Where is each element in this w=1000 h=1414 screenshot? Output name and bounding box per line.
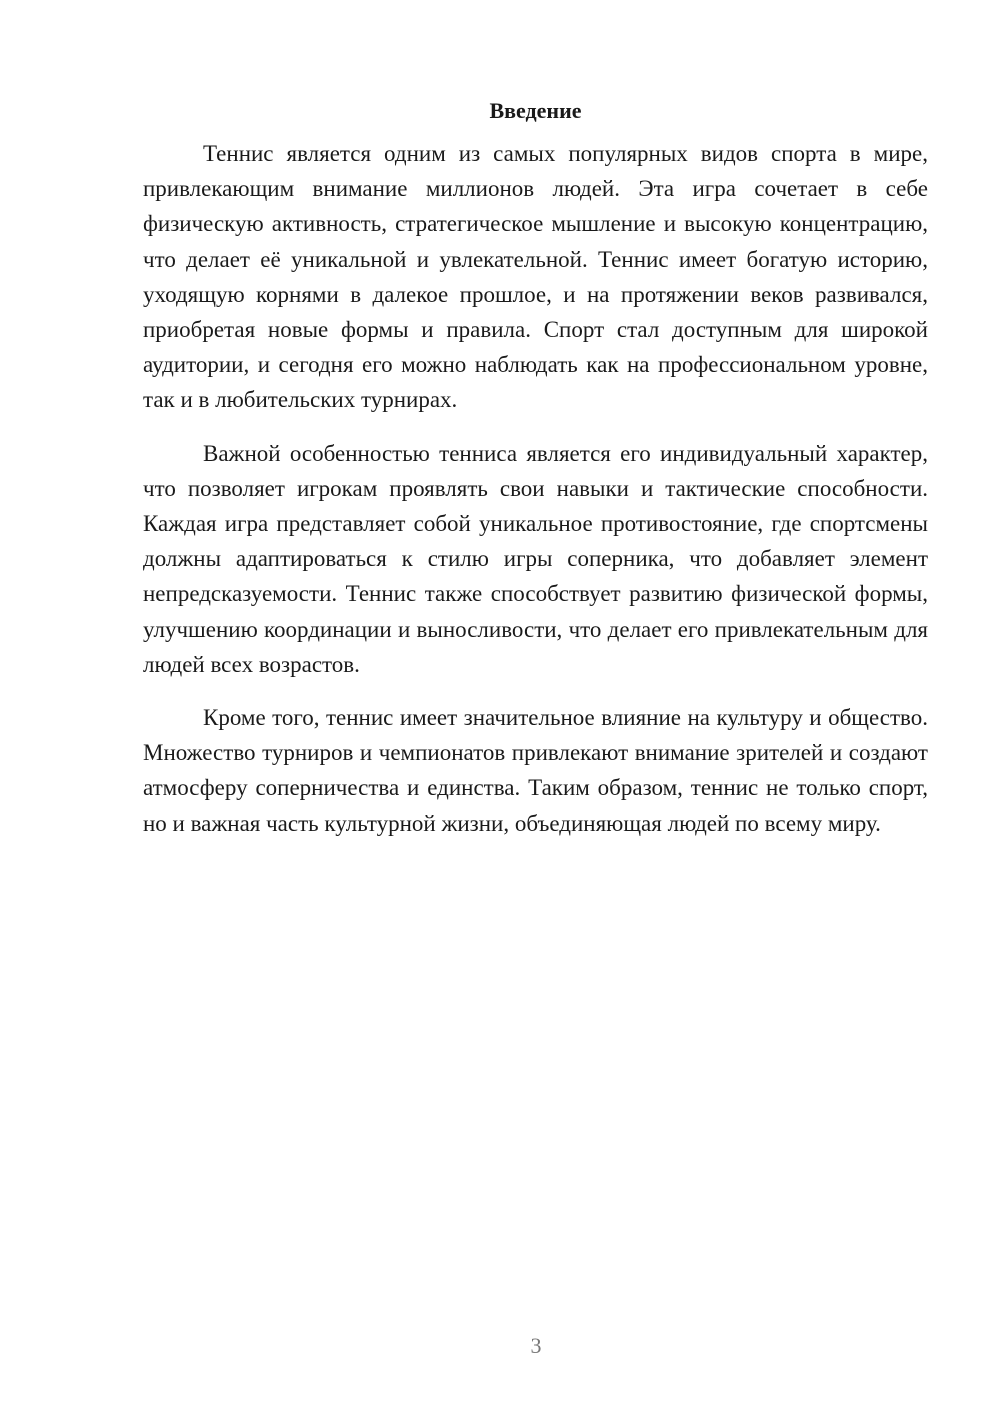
section-heading: Введение [489, 98, 582, 123]
paragraph-2: Важной особенностью тенниса является его индивидуальный характер, что позволяет игрокам проявлять свои навыки и тактические способности. Каждая игра представляет собой уникальное противостояние, где спортсмены должны адаптироваться к стилю игры соперника, что добавляет элемент непредсказуемости. Теннис также способствует развитию физической формы, улучшению координации и выносливости, что делает его привлекательным для людей всех возрастов. [143, 440, 928, 677]
paragraph-3: Кроме того, теннис имеет значительное влияние на культуру и общество. Множество турниров и чемпионатов привлекают внимание зрителей и создают атмосферу соперничества и единства. Таким образом, теннис не только спорт, но и важная часть культурной жизни, объединяющая людей по всему миру. [143, 705, 928, 836]
paragraph-1: Теннис является одним из самых популярных видов спорта в мире, привлекающим внимание миллионов людей. Эта игра сочетает в себе физическую активность, стратегическое мышление и высокую концентрацию, что делает её уникальной и увлекательной. Теннис имеет богатую историю, уходящую корнями в далекое прошлое, и на протяжении веков развивался, приобретая новые формы и правила. Спорт стал доступным для широкой аудитории, и сегодня его можно наблюдать как на профессиональном уровне, так и в любительских турнирах. [143, 141, 928, 413]
page-number: 3 [530, 1333, 542, 1358]
page-content [143, 96, 928, 859]
